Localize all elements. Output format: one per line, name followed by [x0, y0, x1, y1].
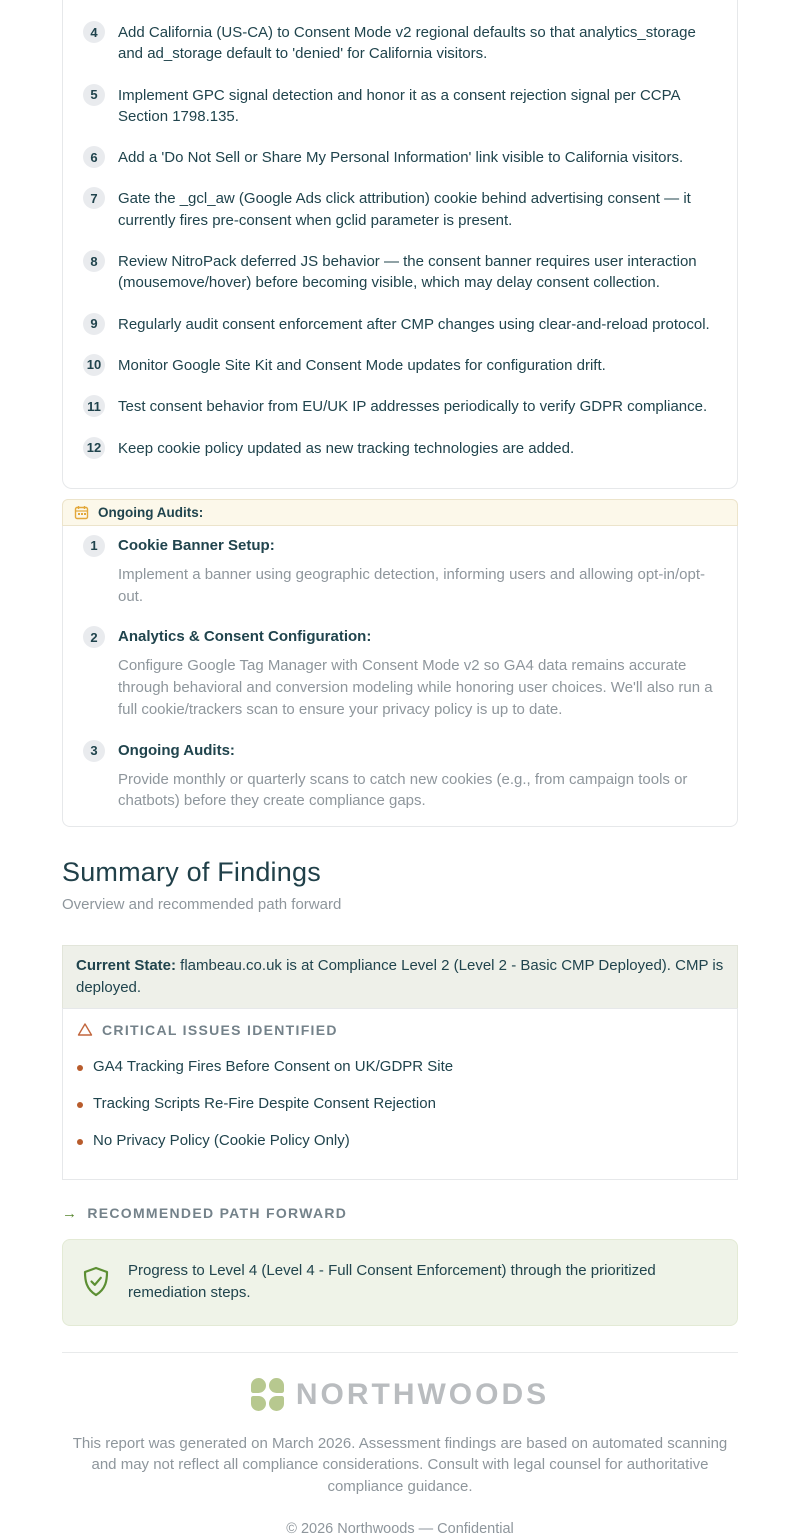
- ongoing-item-desc: Provide monthly or quarterly scans to catch new cookies (e.g., from campaign tools or chatbots) before they create compliance gaps.: [118, 770, 688, 810]
- list-item: [83, 187, 715, 231]
- ongoing-audits-header: [62, 499, 738, 526]
- current-state-text: flambeau.co.uk is at Compliance Level 2 (Level 2 - Basic CMP Deployed). CMP is deployed.: [76, 957, 724, 996]
- remediation-steps-box: [62, 0, 738, 489]
- ongoing-audits-box: [62, 526, 738, 827]
- step-number-badge: 7: [83, 187, 105, 209]
- critical-issue-text: Tracking Scripts Re-Fire Despite Consent Rejection: [93, 1094, 436, 1112]
- list-item: [83, 354, 715, 376]
- step-number-badge: 5: [83, 84, 105, 106]
- step-text: Add California (US-CA) to Consent Mode v2 regional defaults so that analytics_storage and ad_storage default to 'denied' for California visitors.: [118, 24, 696, 63]
- step-number-badge: 11: [83, 395, 105, 417]
- step-text: Review NitroPack deferred JS behavior — the consent banner requires user interaction (mousemove/hover) before becoming visible, which may delay consent collection.: [118, 253, 697, 292]
- step-number-badge: 4: [83, 21, 105, 43]
- report-disclaimer: This report was generated on March 2026. Assessment findings are based on automated scanning and may not reflect all compliance considerations. Consult with legal counsel for authoritative compliance guidance.: [72, 1434, 728, 1496]
- ongoing-item-title: Cookie Banner Setup:: [118, 536, 275, 554]
- list-item: [83, 740, 717, 813]
- ongoing-item-desc: Implement a banner using geographic detection, informing users and allowing opt-in/opt-out.: [118, 565, 706, 605]
- list-item: [83, 535, 717, 608]
- calendar-icon: [74, 505, 89, 520]
- step-number-badge: 9: [83, 313, 105, 335]
- bullet-dot: [77, 1065, 83, 1071]
- list-item: [83, 250, 715, 294]
- critical-issue-text: No Privacy Policy (Cookie Policy Only): [93, 1131, 350, 1149]
- ongoing-audits-header-label: Ongoing Audits:: [98, 504, 204, 520]
- step-text: Monitor Google Site Kit and Consent Mode updates for configuration drift.: [118, 356, 606, 374]
- step-number-badge: 3: [83, 740, 105, 762]
- step-text: Implement GPC signal detection and honor it as a consent rejection signal per CCPA Section 1798.135.: [118, 86, 680, 125]
- shield-check-icon: [81, 1266, 111, 1298]
- brand-logo: [62, 1378, 738, 1412]
- list-item: [77, 1095, 723, 1112]
- ongoing-item-title: Analytics & Consent Configuration:: [118, 628, 372, 646]
- critical-issues-box: [62, 1008, 738, 1180]
- arrow-right-icon: →: [62, 1204, 79, 1222]
- page-subtitle: Overview and recommended path forward: [62, 896, 342, 914]
- list-item: [83, 146, 715, 168]
- bullet-dot: [77, 1102, 83, 1108]
- list-item: [83, 21, 715, 65]
- list-item: [77, 1132, 723, 1149]
- step-number-badge: 6: [83, 146, 105, 168]
- list-item: [83, 313, 715, 335]
- list-item: [77, 1058, 723, 1075]
- list-item: [83, 626, 717, 720]
- step-text: Regularly audit consent enforcement after CMP changes using clear-and-reload protocol.: [118, 315, 710, 333]
- copyright-line: © 2026 Northwoods — Confidential: [286, 1520, 514, 1537]
- list-item: [83, 395, 715, 417]
- step-text: Test consent behavior from EU/UK IP addresses periodically to verify GDPR compliance.: [118, 398, 708, 416]
- step-number-badge: 8: [83, 250, 105, 272]
- current-state-banner: [62, 945, 738, 1008]
- bullet-dot: [77, 1139, 83, 1145]
- step-text: Keep cookie policy updated as new tracking technologies are added.: [118, 439, 575, 457]
- list-item: [83, 84, 715, 128]
- recommended-path-heading: → RECOMMENDED PATH FORWARD: [62, 1204, 348, 1222]
- step-number-badge: 2: [83, 626, 105, 648]
- recommendation-text: Progress to Level 4 (Level 4 - Full Consent Enforcement) through the prioritized remediation steps.: [128, 1261, 656, 1302]
- footer-divider: [62, 1352, 738, 1353]
- critical-issue-text: GA4 Tracking Fires Before Consent on UK/GDPR Site: [93, 1057, 454, 1075]
- step-text: Gate the _gcl_aw (Google Ads click attribution) cookie behind advertising consent — it currently fires pre-consent when gclid parameter is present.: [118, 190, 691, 229]
- page-title: Summary of Findings: [62, 857, 321, 888]
- recommendation-callout: [62, 1239, 738, 1326]
- critical-issues-heading: CRITICAL ISSUES IDENTIFIED: [77, 1022, 723, 1038]
- step-text: Add a 'Do Not Sell or Share My Personal Information' link visible to California visitors.: [118, 149, 684, 167]
- current-state-label: Current State:: [76, 957, 177, 975]
- step-number-badge: 1: [83, 535, 105, 557]
- ongoing-item-desc: Configure Google Tag Manager with Consent Mode v2 so GA4 data remains accurate through behavioral and conversion modeling while honoring user choices. We'll also run a full cookie/trackers scan to ensure your privacy policy is up to date.: [118, 657, 713, 718]
- ongoing-item-title: Ongoing Audits:: [118, 741, 235, 759]
- clover-logo-icon: [251, 1378, 284, 1411]
- warning-triangle-icon: [77, 1022, 93, 1037]
- brand-name: NORTHWOODS: [295, 1377, 550, 1411]
- list-item: [83, 437, 715, 459]
- step-number-badge: 10: [83, 354, 105, 376]
- step-number-badge: 12: [83, 437, 105, 459]
